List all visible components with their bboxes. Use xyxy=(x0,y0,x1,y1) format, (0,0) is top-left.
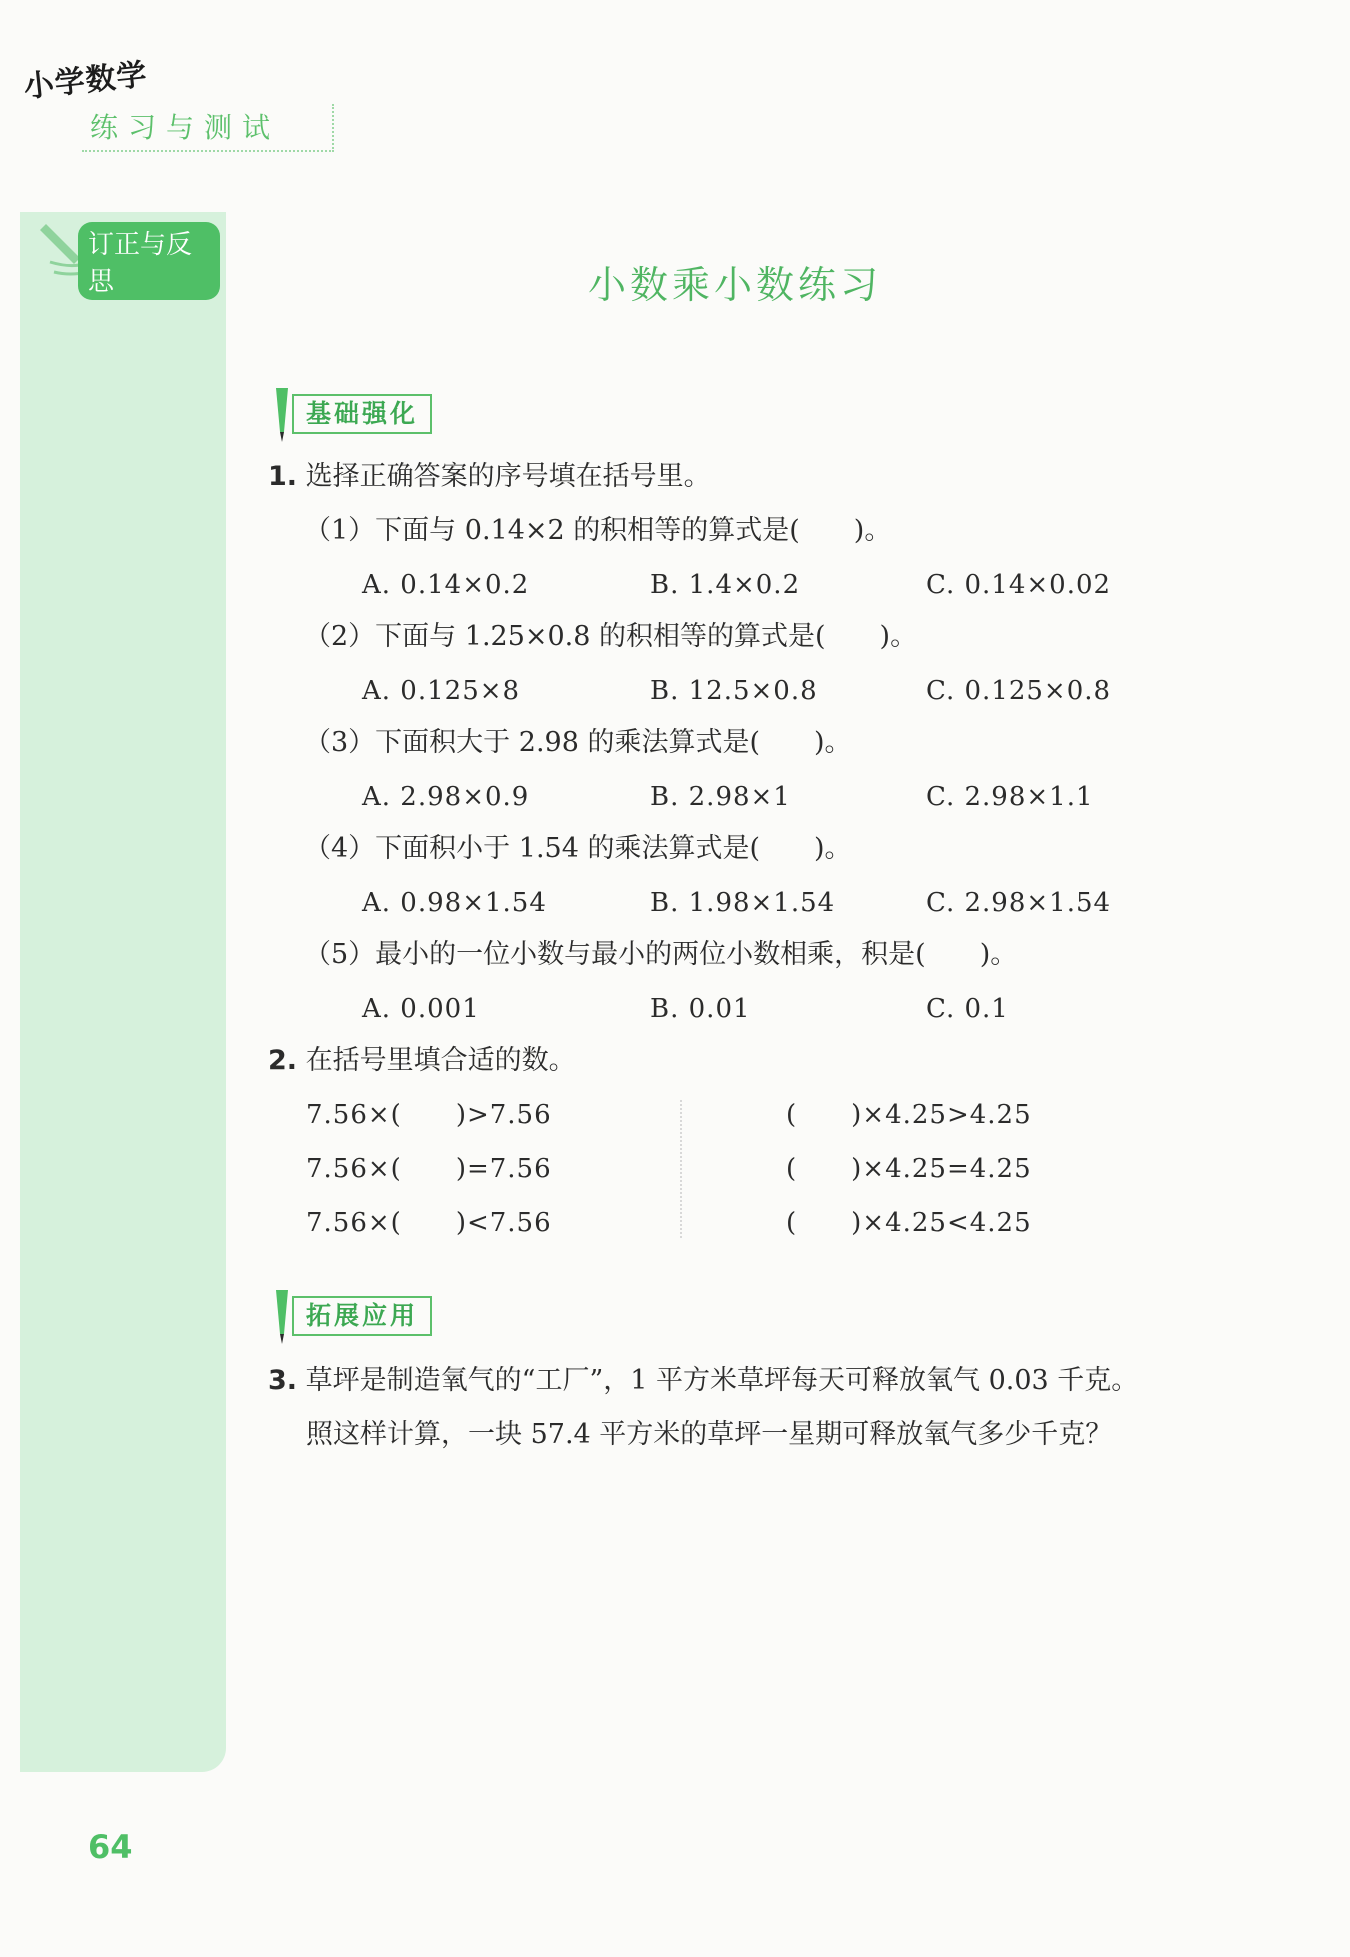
q1-item-1-option-c[interactable]: C. 0.14×0.02 xyxy=(926,570,1112,600)
q1-item-4-option-c[interactable]: C. 2.98×1.54 xyxy=(926,888,1112,918)
question-line-2: 照这样计算，一块 57.4 平方米的草坪一星期可释放氧气多少千克？ xyxy=(306,1419,1113,1450)
question-2 xyxy=(268,1044,576,1078)
question-stem: 在括号里填合适的数。 xyxy=(305,1045,576,1076)
q1-item-2-option-c[interactable]: C. 0.125×0.8 xyxy=(926,676,1112,706)
series-subtitle-box xyxy=(82,104,334,152)
q1-item-5-option-c[interactable]: C. 0.1 xyxy=(926,994,1009,1024)
q1-item-1-option-b[interactable]: B. 1.4×0.2 xyxy=(650,570,801,600)
sidebar-tag-label: 订正与反思 xyxy=(78,222,220,300)
q2-right-row-1[interactable]: ( )×4.25>4.25 xyxy=(786,1100,1032,1130)
q2-left-row-2[interactable]: 7.56×( )=7.56 xyxy=(306,1154,552,1184)
q1-item-2-stem: （2）下面与 1.25×0.8 的积相等的算式是( )。 xyxy=(304,621,918,652)
q2-left-row-3[interactable]: 7.56×( )<7.56 xyxy=(306,1208,552,1238)
question-number: 1. xyxy=(268,461,298,492)
question-stem: 选择正确答案的序号填在括号里。 xyxy=(305,461,711,492)
correction-sidebar xyxy=(20,212,226,1772)
q1-item-1-option-a[interactable]: A. 0.14×0.2 xyxy=(362,570,530,600)
q1-item-3-option-c[interactable]: C. 2.98×1.1 xyxy=(926,782,1094,812)
q1-item-5-option-a[interactable]: A. 0.001 xyxy=(362,994,480,1024)
series-title: 小学数学 xyxy=(22,57,150,106)
section-basic-title: 基础强化 xyxy=(292,394,432,434)
question-line-1: 草坪是制造氧气的“工厂”，1 平方米草坪每天可释放氧气 0.03 千克。 xyxy=(305,1365,1139,1396)
section-basic-header xyxy=(268,392,468,444)
q1-item-5-stem: （5）最小的一位小数与最小的两位小数相乘，积是( )。 xyxy=(304,939,1018,970)
question-1 xyxy=(268,460,711,494)
q2-right-row-2[interactable]: ( )×4.25=4.25 xyxy=(786,1154,1032,1184)
q1-item-3-option-a[interactable]: A. 2.98×0.9 xyxy=(362,782,530,812)
q1-item-3-stem: （3）下面积大于 2.98 的乘法算式是( )。 xyxy=(304,727,852,758)
q2-left-row-1[interactable]: 7.56×( )>7.56 xyxy=(306,1100,552,1130)
q1-item-1-stem: （1）下面与 0.14×2 的积相等的算式是( )。 xyxy=(304,515,892,546)
column-divider xyxy=(680,1100,682,1238)
question-number: 3. xyxy=(268,1365,298,1396)
q1-item-4-option-a[interactable]: A. 0.98×1.54 xyxy=(362,888,547,918)
q1-item-4-option-b[interactable]: B. 1.98×1.54 xyxy=(650,888,836,918)
section-extend-title: 拓展应用 xyxy=(292,1296,432,1336)
q1-item-2-option-b[interactable]: B. 12.5×0.8 xyxy=(650,676,818,706)
q1-item-3-option-b[interactable]: B. 2.98×1 xyxy=(650,782,791,812)
question-number: 2. xyxy=(268,1045,298,1076)
page-number: 64 xyxy=(88,1828,133,1866)
page-title: 小数乘小数练习 xyxy=(587,263,882,307)
q2-right-row-3[interactable]: ( )×4.25<4.25 xyxy=(786,1208,1032,1238)
q1-item-2-option-a[interactable]: A. 0.125×8 xyxy=(362,676,521,706)
series-subtitle: 练习与测试 xyxy=(90,111,281,144)
q1-item-4-stem: （4）下面积小于 1.54 的乘法算式是( )。 xyxy=(304,833,852,864)
q1-item-5-option-b[interactable]: B. 0.01 xyxy=(650,994,751,1024)
section-extend-header xyxy=(268,1294,468,1346)
question-3 xyxy=(268,1364,1138,1398)
